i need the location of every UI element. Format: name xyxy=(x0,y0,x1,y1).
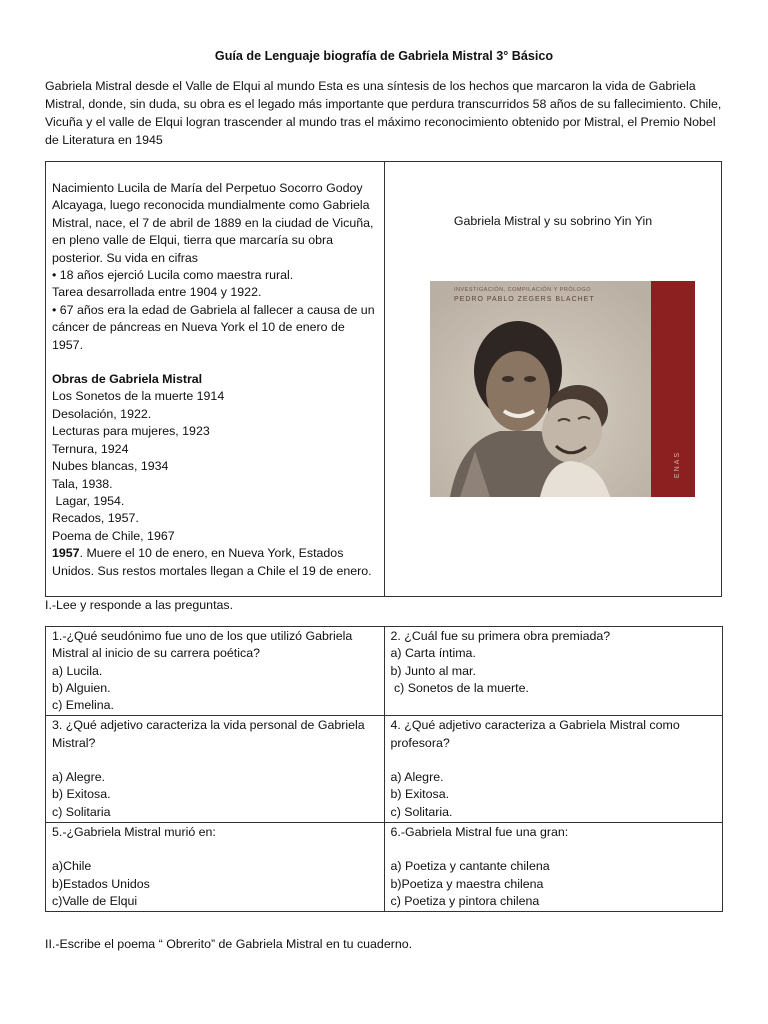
fact-teaching-years: Tarea desarrollada entre 1904 y 1922. xyxy=(52,285,262,300)
option: b)Poetiza y maestra chilena xyxy=(390,876,544,891)
fact-teaching: • 18 años ejerció Lucila como maestra rural. xyxy=(52,268,294,283)
biography-box xyxy=(45,161,722,597)
question-cell xyxy=(384,716,723,822)
option xyxy=(391,752,717,769)
work-item: Ternura, 1924 xyxy=(52,441,129,456)
work-item: Poema de Chile, 1967 xyxy=(52,528,175,543)
fact-age: • 67 años era la edad de Gabriela al fallecer a causa de un cáncer de páncreas en Nueva York el 10 de enero de 1957. xyxy=(52,302,375,352)
question-cell xyxy=(46,822,385,911)
question-text: 4. ¿Qué adjetivo caracteriza a Gabriela Mistral como profesora? xyxy=(390,718,680,750)
question-cell xyxy=(384,822,723,911)
question-text: 1.-¿Qué seudónimo fue uno de los que utilizó Gabriela Mistral al inicio de su carrera poética? xyxy=(52,629,353,661)
intro-paragraph: Gabriela Mistral desde el Valle de Elqui al mundo Esta es una síntesis de los hechos que marcaron la vida de Gabriela Mistral, donde, sin duda, su obra es el legado más importante que perdura transcurridos 58 años de su fallecimiento. Chile, Vicuña y el valle de Elqui logran trascender al mundo tras el máximo reconocimiento obtenido por Mistral, el Premio Nobel de Literatura en 1945 xyxy=(45,79,722,147)
option: c) Solitaria xyxy=(52,804,111,819)
works-list xyxy=(52,388,378,545)
question-text: 3. ¿Qué adjetivo caracteriza la vida personal de Gabriela Mistral? xyxy=(52,718,365,750)
option: b)Estados Unidos xyxy=(52,876,150,891)
option: a) Carta íntima. xyxy=(390,646,476,661)
option: b) Exitosa. xyxy=(390,787,450,802)
section-1-instructions: I.-Lee y responde a las preguntas. xyxy=(45,598,234,612)
work-item: Desolación, 1922. xyxy=(52,406,152,421)
work-item: Lecturas para mujeres, 1923 xyxy=(52,424,210,439)
option: b) Exitosa. xyxy=(52,787,111,802)
work-item: Tala, 1938. xyxy=(52,476,113,491)
option: c) Sonetos de la muerte. xyxy=(390,680,529,695)
question-text: 2. ¿Cuál fue su primera obra premiada? xyxy=(390,629,611,643)
works-heading: Obras de Gabriela Mistral xyxy=(52,372,203,387)
credit-line-2: PEDRO PABLO ZEGERS BLACHET xyxy=(454,296,595,303)
death-text: . Muere el 10 de enero, en Nueva York, Estados Unidos. Sus restos mortales llegan a Chile el 19 de enero. xyxy=(52,546,372,578)
table-row xyxy=(46,822,723,911)
credit-line-1: INVESTIGACIÓN, COMPILACIÓN Y PRÓLOGO xyxy=(454,287,591,293)
option: a) Lucila. xyxy=(52,663,103,678)
section-2-instructions: II.-Escribe el poema “ Obrerito” de Gabriela Mistral en tu cuaderno. xyxy=(45,937,413,951)
option xyxy=(391,841,717,858)
option: c) Solitaria. xyxy=(390,804,453,819)
question-text: 5.-¿Gabriela Mistral murió en: xyxy=(52,824,216,839)
work-item: Los Sonetos de la muerte 1914 xyxy=(52,389,225,404)
question-cell xyxy=(46,627,385,716)
death-year: 1957 xyxy=(52,546,80,561)
page-title: Guía de Lenguaje biografía de Gabriela Mistral 3° Básico xyxy=(214,49,554,63)
work-item: Recados, 1957. xyxy=(52,511,139,526)
option: a) Alegre. xyxy=(52,770,106,785)
option: c) Emelina. xyxy=(52,698,114,713)
birth-paragraph: Nacimiento Lucila de María del Perpetuo Socorro Godoy Alcayaga, luego reconocida mundialmente como Gabriela Mistral, nace, el 7 de abril de 1889 en la ciudad de Vicuña, en pleno valle de Elqui, tierra que marcaría su obra posterior. Su vida en cifras xyxy=(52,181,374,265)
option: a) Poetiza y cantante chilena xyxy=(390,859,550,874)
biography-column xyxy=(52,180,378,580)
option xyxy=(52,752,378,769)
work-item: Lagar, 1954. xyxy=(52,493,125,508)
book-cover-photo xyxy=(430,281,695,497)
book-spine xyxy=(651,281,695,497)
table-row xyxy=(46,716,723,822)
option: b) Alguien. xyxy=(52,680,111,695)
table-row xyxy=(46,627,723,716)
spine-text: ENAS xyxy=(674,451,681,479)
question-cell xyxy=(46,716,385,822)
option: a)Chile xyxy=(52,859,92,874)
option xyxy=(52,841,378,858)
option: a) Alegre. xyxy=(390,770,444,785)
question-cell xyxy=(384,627,723,716)
question-text: 6.-Gabriela Mistral fue una gran: xyxy=(390,824,569,839)
option: b) Junto al mar. xyxy=(390,663,476,678)
work-item: Nubes blancas, 1934 xyxy=(52,459,169,474)
option: c)Valle de Elqui xyxy=(52,893,138,908)
death-paragraph xyxy=(52,545,378,580)
photo-caption: Gabriela Mistral y su sobrino Yin Yin xyxy=(453,214,653,228)
questions-table xyxy=(45,626,723,912)
option: c) Poetiza y pintora chilena xyxy=(390,893,540,908)
